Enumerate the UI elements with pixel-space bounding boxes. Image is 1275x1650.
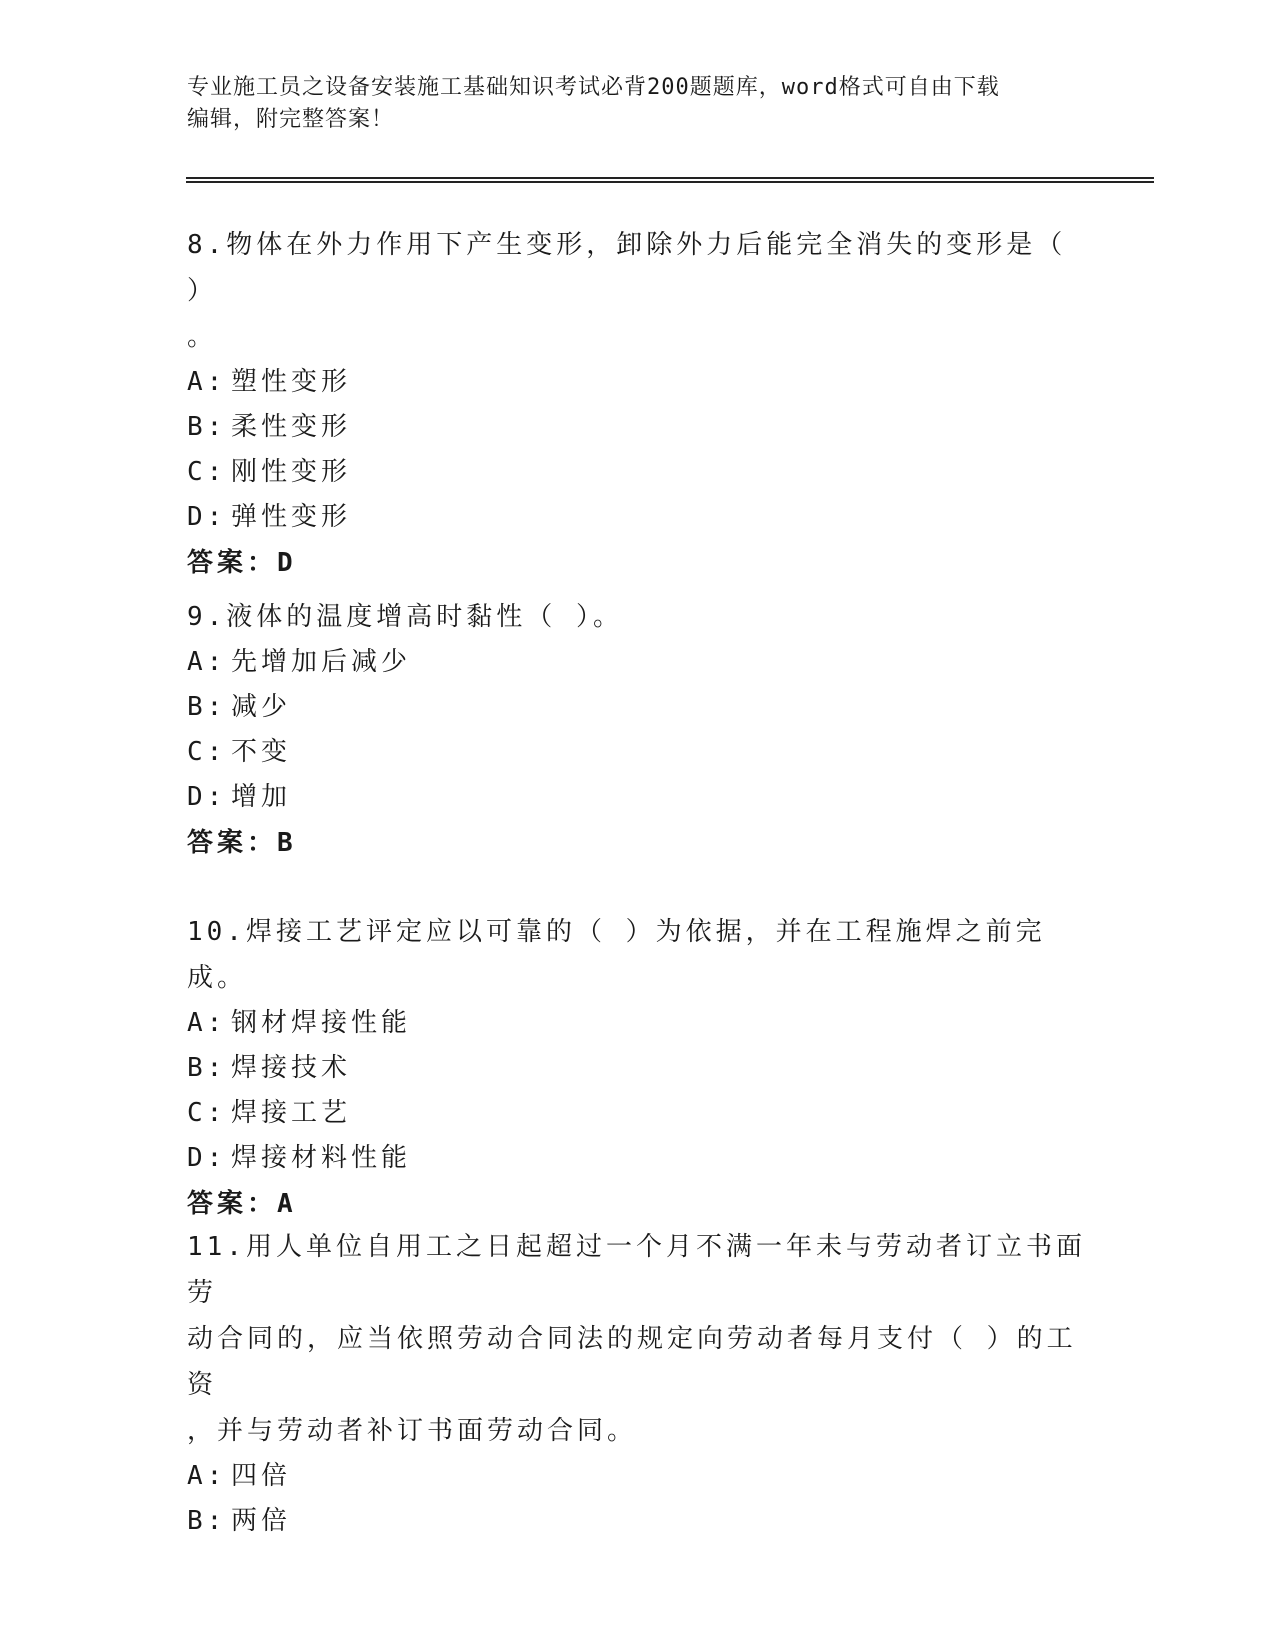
- answer: 答案：D: [187, 548, 297, 578]
- option-b: [187, 405, 1087, 450]
- option-letter: A:: [187, 1461, 227, 1491]
- option-a: [187, 360, 1087, 405]
- question-text-line: 9.液体的温度增高时黏性（ ）。: [187, 602, 623, 632]
- option-b: [187, 1046, 1087, 1091]
- option-text: 刚性变形: [231, 457, 352, 487]
- question-text-line: 10.焊接工艺评定应以可靠的（ ）为依据，并在工程施焊之前完成。: [187, 917, 1046, 993]
- option-letter: D:: [187, 1143, 227, 1173]
- option-letter: A:: [187, 1008, 227, 1038]
- option-letter: C:: [187, 457, 227, 487]
- answer: 答案：B: [187, 828, 297, 858]
- option-text: 弹性变形: [231, 502, 352, 532]
- option-letter: A:: [187, 647, 227, 677]
- option-text: 四倍: [231, 1461, 292, 1491]
- option-a: [187, 1454, 1087, 1499]
- question-8: [187, 222, 1087, 586]
- header-line-2: 编辑，附完整答案！: [187, 107, 395, 132]
- answer: 答案：A: [187, 1189, 297, 1219]
- option-c: [187, 1091, 1087, 1136]
- option-text: 塑性变形: [231, 367, 352, 397]
- header-line-1: 专业施工员之设备安装施工基础知识考试必背200题题库，word格式可自由下载: [187, 75, 1000, 100]
- option-d: [187, 775, 1087, 820]
- option-letter: D:: [187, 782, 227, 812]
- option-d: [187, 495, 1087, 540]
- option-text: 增加: [231, 782, 292, 812]
- option-letter: A:: [187, 367, 227, 397]
- option-b: [187, 1499, 1087, 1544]
- question-text-line: 动合同的，应当依照劳动合同法的规定向劳动者每月支付（ ）的工资: [187, 1324, 1077, 1400]
- question-9: [187, 594, 1087, 866]
- option-text: 柔性变形: [231, 412, 352, 442]
- option-text: 焊接工艺: [231, 1098, 352, 1128]
- option-text: 焊接材料性能: [231, 1143, 412, 1173]
- option-letter: C:: [187, 737, 227, 767]
- option-b: [187, 685, 1087, 730]
- option-letter: B:: [187, 412, 227, 442]
- option-letter: D:: [187, 502, 227, 532]
- option-a: [187, 640, 1087, 685]
- header-divider: [186, 177, 1154, 183]
- document-header: [187, 72, 1087, 136]
- option-text: 先增加后减少: [231, 647, 412, 677]
- option-text: 减少: [231, 692, 292, 722]
- option-c: [187, 450, 1087, 495]
- option-text: 不变: [231, 737, 292, 767]
- question-text-line: 11.用人单位自用工之日起超过一个月不满一年未与劳动者订立书面劳: [187, 1232, 1086, 1308]
- question-10: [187, 909, 1087, 1227]
- question-text-line: 8.物体在外力作用下产生变形，卸除外力后能完全消失的变形是（ ）: [187, 230, 1067, 306]
- option-letter: C:: [187, 1098, 227, 1128]
- option-letter: B:: [187, 1506, 227, 1536]
- option-d: [187, 1136, 1087, 1181]
- option-a: [187, 1001, 1087, 1046]
- option-c: [187, 730, 1087, 775]
- question-text-line: ，并与劳动者补订书面劳动合同。: [187, 1416, 638, 1446]
- option-text: 两倍: [231, 1506, 292, 1536]
- option-text: 钢材焊接性能: [231, 1008, 412, 1038]
- question-text-line: 。: [187, 322, 218, 352]
- option-letter: B:: [187, 692, 227, 722]
- option-letter: B:: [187, 1053, 227, 1083]
- option-text: 焊接技术: [231, 1053, 352, 1083]
- question-11: [187, 1224, 1087, 1544]
